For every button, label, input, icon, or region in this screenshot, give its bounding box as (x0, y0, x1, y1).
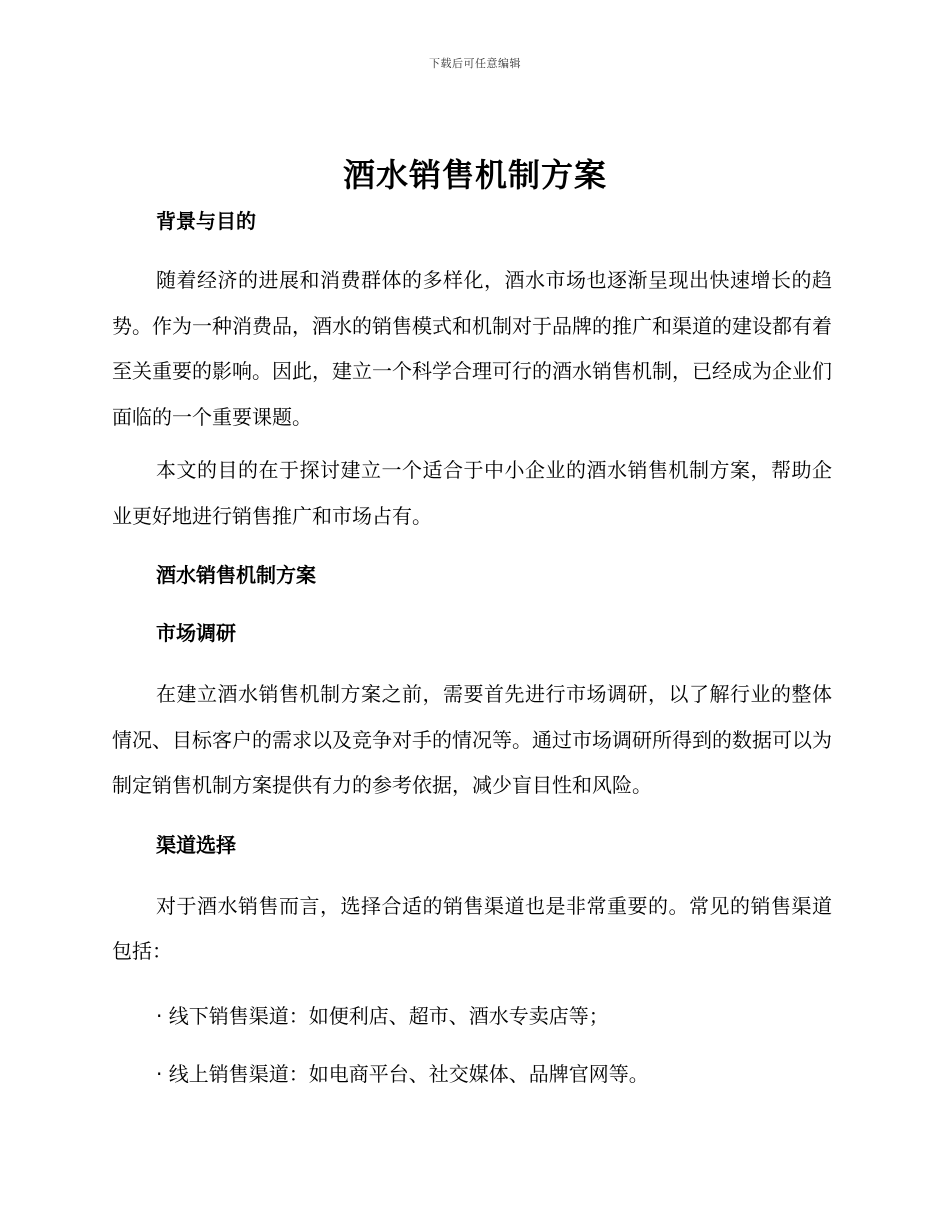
list-item-offline-channel: · 线下销售渠道：如便利店、超市、酒水专卖店等； (156, 1003, 609, 1028)
section-heading-scheme: 酒水销售机制方案 (156, 563, 316, 587)
document-title: 酒水销售机制方案 (342, 156, 607, 194)
section-heading-channel: 渠道选择 (156, 832, 236, 857)
list-item-online-channel: · 线上销售渠道：如电商平台、社交媒体、品牌官网等。 (156, 1061, 649, 1086)
section-heading-background: 背景与目的 (156, 209, 256, 233)
paragraph-market-research: 在建立酒水销售机制方案之前，需要首先进行市场调研，以了解行业的整体情况、目标客户的需求以及竞争对手的情况等。通过市场调研所得到的数据可以为制定销售机制方案提供有力的参考依据，减少盲目性和风险。 (112, 682, 832, 797)
paragraph-background-1: 随着经济的进展和消费群体的多样化，酒水市场也逐渐呈现出快速增长的趋势。作为一种消费品，酒水的销售模式和机制对于品牌的推广和渠道的建设都有着至关重要的影响。因此，建立一个科学合理可行的酒水销售机制，已经成为企业们面临的一个重要课题。 (112, 268, 832, 429)
section-heading-market-research: 市场调研 (156, 621, 236, 645)
document-body (112, 205, 832, 1091)
paragraph-channel: 对于酒水销售而言，选择合适的销售渠道也是非常重要的。常见的销售渠道包括： (112, 893, 832, 963)
header-note: 下载后可任意编辑 (429, 57, 521, 70)
paragraph-background-2: 本文的目的在于探讨建立一个适合于中小企业的酒水销售机制方案，帮助企业更好地进行销售推广和市场占有。 (112, 458, 832, 528)
